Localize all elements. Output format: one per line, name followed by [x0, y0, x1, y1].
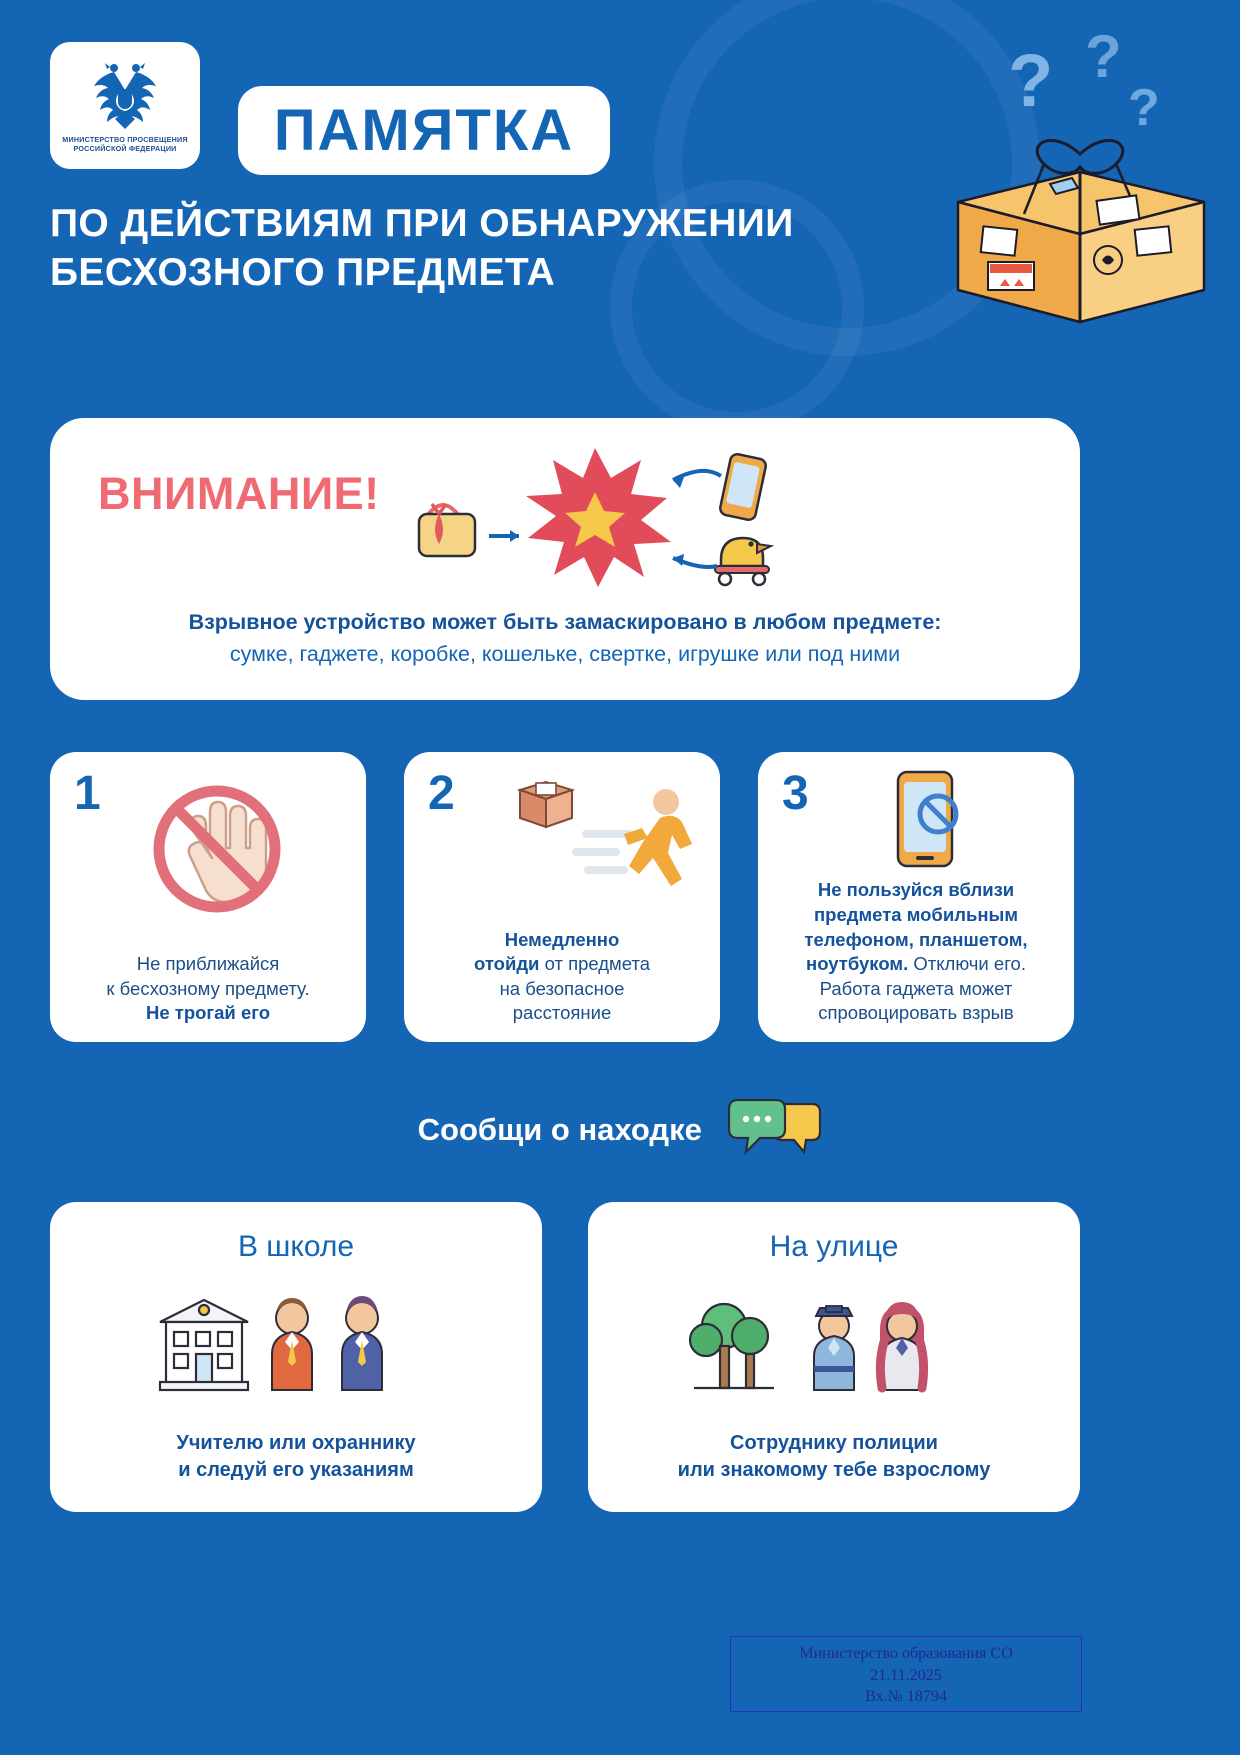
attention-line-1: Взрывное устройство может быть замаскировано в любом предмете:: [188, 610, 942, 634]
ministry-logo: [50, 42, 200, 169]
registration-stamp: [730, 1636, 1082, 1712]
page-title: ПО ДЕЙСТВИЯМ ПРИ ОБНАРУЖЕНИИ БЕСХОЗНОГО ПРЕДМЕТА: [50, 202, 794, 294]
explosion-icon: [526, 448, 671, 587]
report-banner: [0, 1098, 1240, 1161]
step-card-2: [404, 752, 720, 1042]
step-number: 2: [428, 767, 455, 820]
place-card-school: [50, 1202, 542, 1512]
attention-title: ВНИМАНИЕ!: [98, 468, 380, 519]
question-mark-icon: ?: [1008, 39, 1054, 122]
place-title: В школе: [237, 1230, 355, 1263]
disguised-explosive-illustration: [405, 440, 785, 605]
do-not-touch-icon: [132, 774, 302, 924]
stamp-line-1: Министерство образования СО: [799, 1645, 1013, 1662]
no-mobile-phone-icon: [870, 766, 980, 876]
parcel-box-icon: [932, 110, 1222, 330]
stamp-line-2: 21.11.2025: [870, 1666, 942, 1684]
duck-toy-icon: [715, 538, 771, 585]
school-illustration: [50, 1282, 542, 1407]
place-title: На улице: [769, 1230, 899, 1263]
pamyatka-badge-label: ПАМЯТКА: [273, 98, 575, 163]
smartphone-icon: [719, 453, 767, 521]
place-text: Сотруднику полиции или знакомому тебе взрослому: [677, 1432, 991, 1481]
question-mark-icon: ?: [1128, 79, 1160, 137]
step-card-1: [50, 752, 366, 1042]
pamyatka-badge: [238, 86, 610, 175]
step-number: 1: [74, 767, 101, 820]
step-text: Не пользуйся вблизи предмета мобильным телефоном, планшетом, ноутбуком. Отключи его. Работа гаджета может спровоцировать взрыв: [804, 879, 1028, 1024]
report-label: Сообщи о находке: [417, 1111, 702, 1147]
chat-bubbles-icon: [726, 1098, 822, 1161]
attention-line-2: сумке, гаджете, коробке, кошельке, свертке, игрушке или под ними: [229, 642, 901, 666]
stamp-line-3: Вх.№ 18794: [865, 1688, 947, 1706]
ministry-logo-caption: МИНИСТЕРСТВО ПРОСВЕЩЕНИЯ РОССИЙСКОЙ ФЕДЕРАЦИИ: [62, 134, 188, 153]
step-number: 3: [782, 767, 809, 820]
step-text: Не приближайся к бесхозному предмету. Не трогай его: [106, 953, 310, 1024]
step-card-3: [758, 752, 1074, 1042]
place-text: Учителю или охраннику и следуй его указаниям: [176, 1432, 416, 1481]
double-headed-eagle-icon: [90, 59, 160, 131]
place-card-street: [588, 1202, 1080, 1512]
step-text: Немедленно отойди от предмета на безопасное расстояние: [473, 928, 651, 1024]
question-mark-icon: ?: [1085, 23, 1122, 90]
attention-card: [50, 418, 1080, 700]
handbag-icon: [419, 504, 475, 556]
run-away-icon: [490, 772, 705, 912]
street-illustration: [588, 1282, 1080, 1407]
